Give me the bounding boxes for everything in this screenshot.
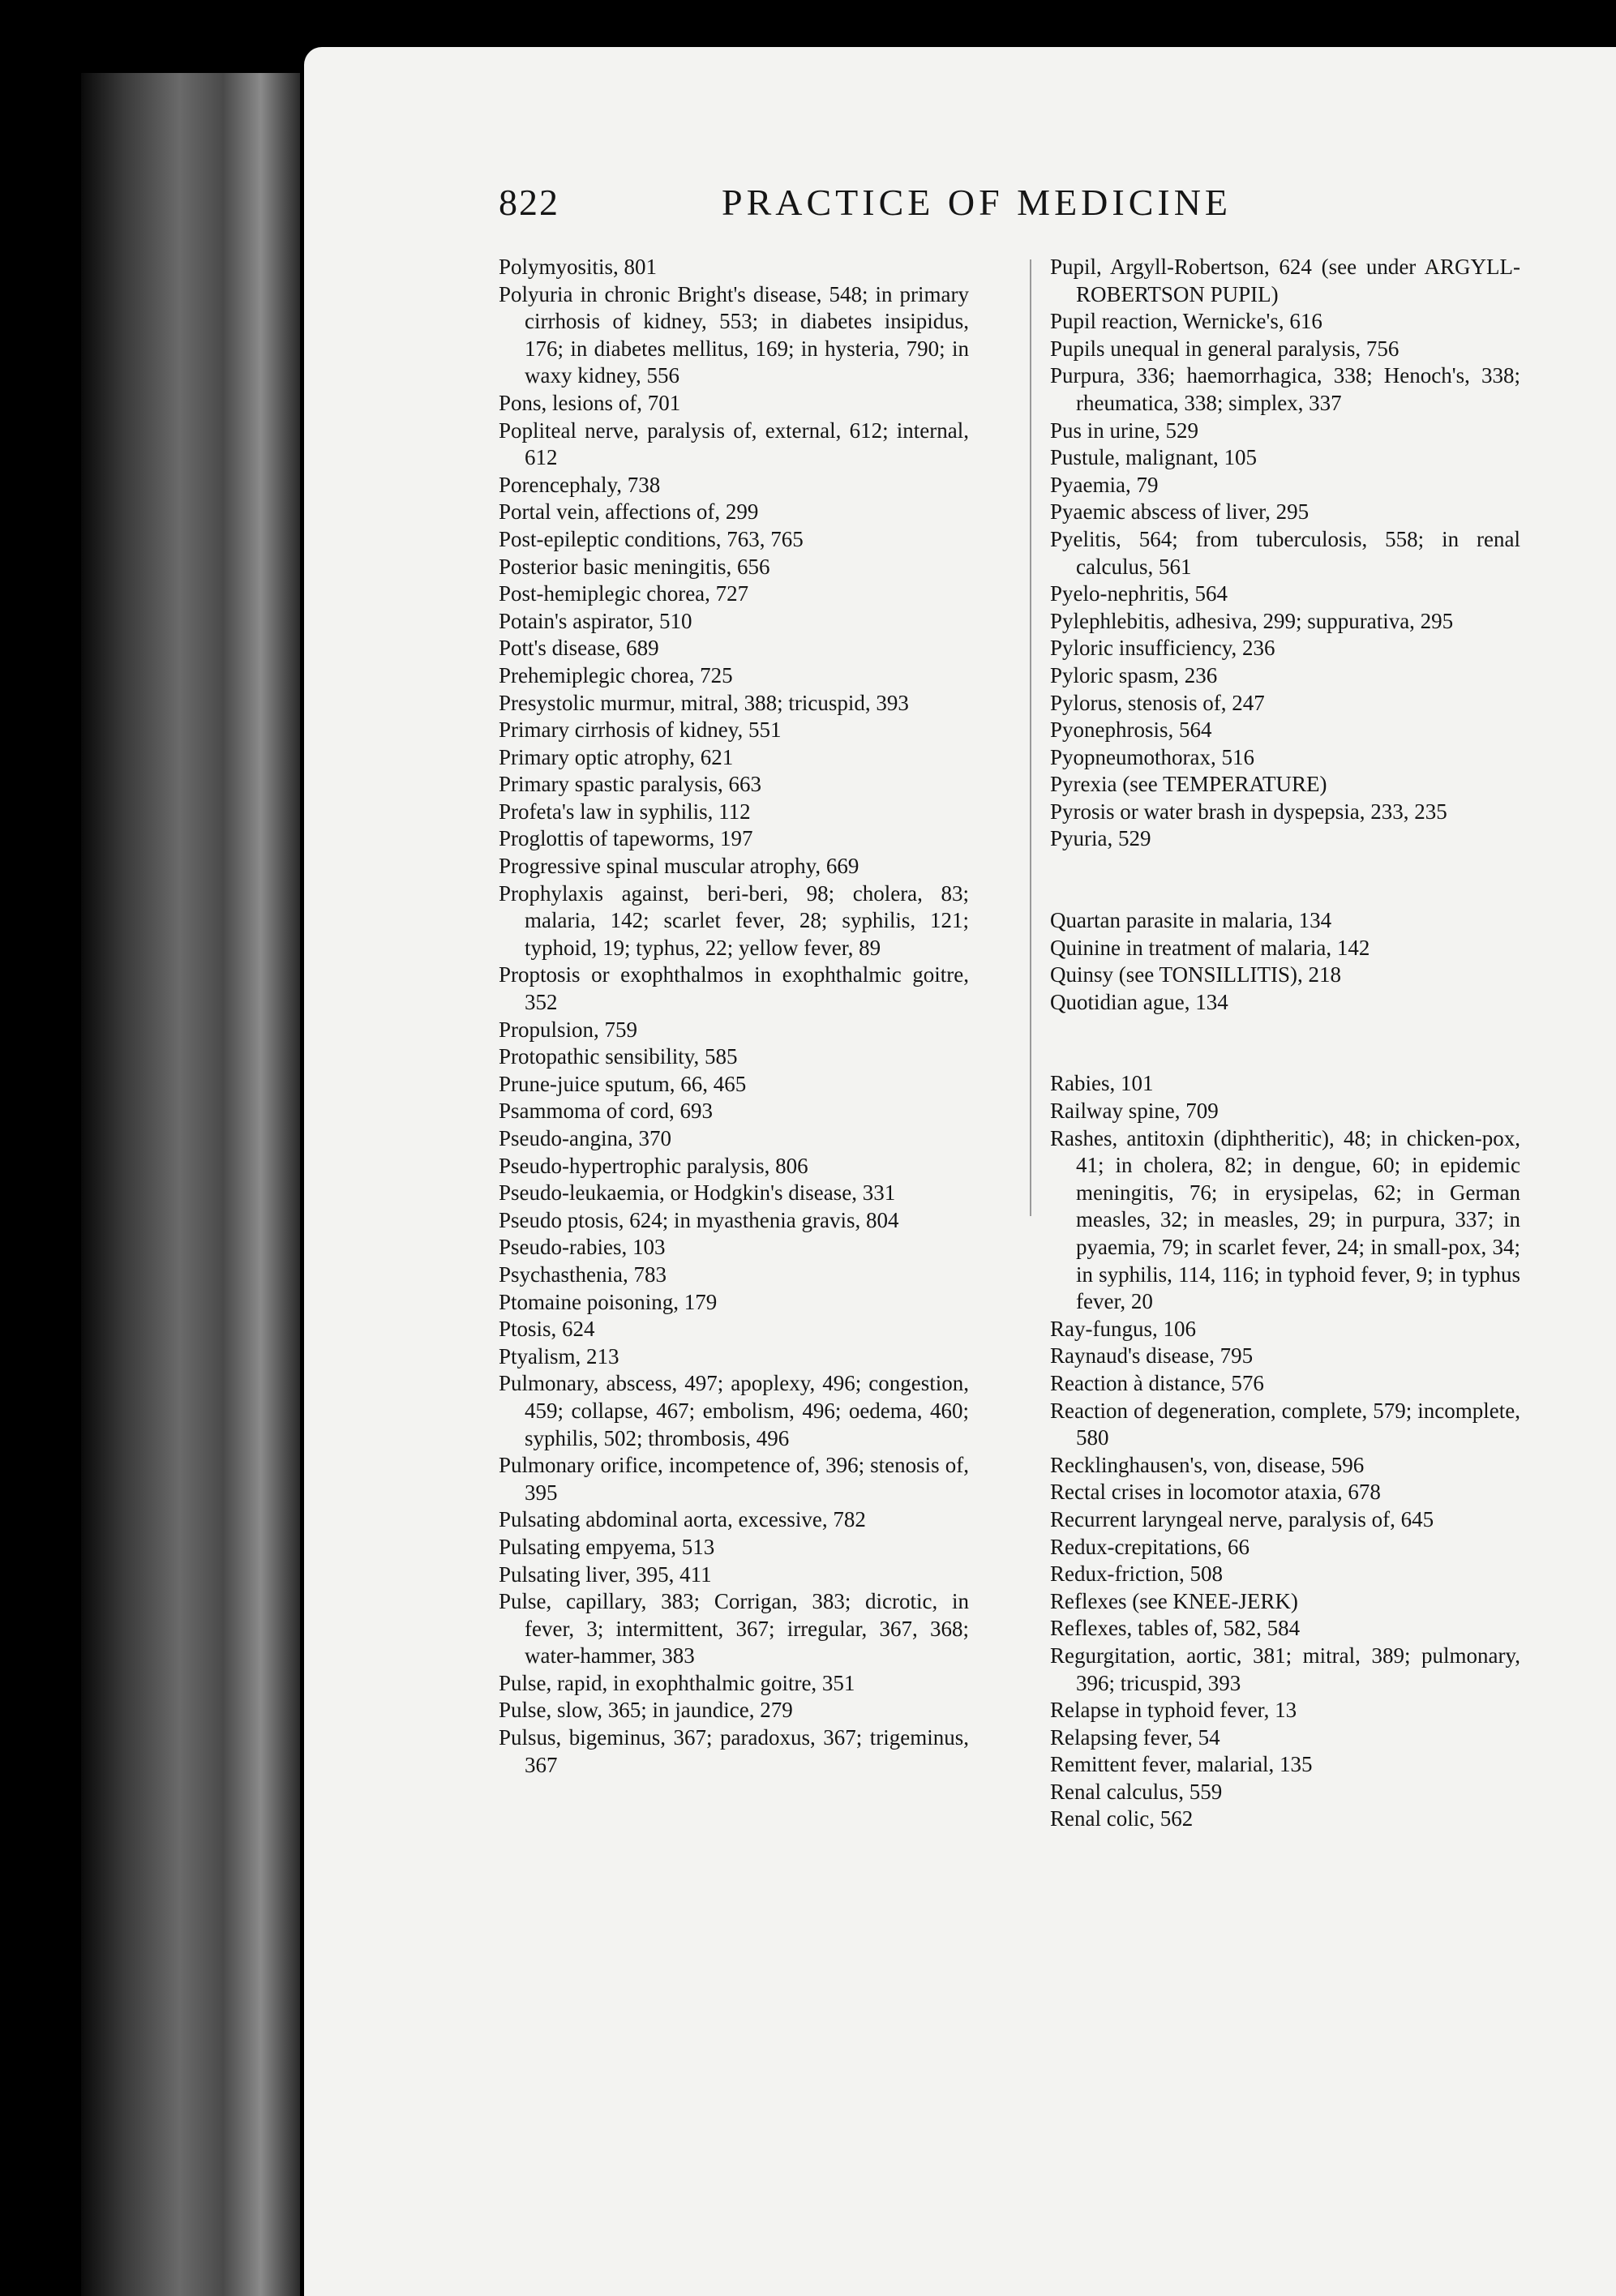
- index-entry: Prune-juice sputum, 66, 465: [499, 1071, 747, 1096]
- index-entry: Pyelo-nephritis, 564: [1050, 581, 1228, 606]
- index-entry: Proptosis or exophthalmos in exophthalmic goitre, 352: [499, 962, 969, 1015]
- index-entry: Rashes, antitoxin (diphtheritic), 48; in chicken-pox, 41; in cholera, 82; in dengue, 60; in epidemic meningitis, 76; in erysipelas, 62; in German measles, 32; in measles, 29; in purpura, 337; in pyaemia, 79; in scarlet fever, 24; in small-pox, 34; in syphilis, 114, 116; in typhoid fever, 9; in typhus fever, 20: [1050, 1125, 1520, 1314]
- index-entry: Primary cirrhosis of kidney, 551: [499, 718, 782, 743]
- index-entry: Pus in urine, 529: [1050, 418, 1199, 443]
- index-entry: Regurgitation, aortic, 381; mitral, 389; pulmonary, 396; tricuspid, 393: [1050, 1643, 1520, 1695]
- index-entry: Reaction of degeneration, complete, 579; incomplete, 580: [1050, 1398, 1520, 1450]
- index-entry: Raynaud's disease, 795: [1050, 1343, 1254, 1369]
- index-column-right: [1050, 254, 1520, 1833]
- index-entry: Reflexes, tables of, 582, 584: [1050, 1616, 1301, 1641]
- index-group-q: [1050, 907, 1520, 1016]
- index-entry: Reflexes (see KNEE-JERK): [1050, 1588, 1298, 1613]
- index-entry: Pulmonary, abscess, 497; apoplexy, 496; congestion, 459; collapse, 467; embolism, 496; oedema, 460; syphilis, 502; thrombosis, 496: [499, 1371, 969, 1450]
- index-entry: Pyuria, 529: [1050, 826, 1151, 851]
- index-entry: Pseudo-angina, 370: [499, 1126, 671, 1150]
- index-entry: Presystolic murmur, mitral, 388; tricuspid, 393: [499, 690, 909, 715]
- index-entry: Pulsating abdominal aorta, excessive, 782: [499, 1507, 866, 1532]
- index-entry: Ray-fungus, 106: [1050, 1316, 1196, 1341]
- index-entry: Rabies, 101: [1050, 1071, 1154, 1096]
- index-entry: Psammoma of cord, 693: [499, 1099, 713, 1124]
- book-spine: [81, 73, 300, 2296]
- index-entry: Pyonephrosis, 564: [1050, 718, 1212, 743]
- index-entry: Ptyalism, 213: [499, 1343, 619, 1369]
- index-entry: Primary optic atrophy, 621: [499, 744, 734, 769]
- index-entry: Pulsus, bigeminus, 367; paradoxus, 367; trigeminus, 367: [499, 1725, 969, 1777]
- index-entry: Recklinghausen's, von, disease, 596: [1050, 1452, 1365, 1477]
- index-entry: Pustule, malignant, 105: [1050, 445, 1257, 470]
- index-entry: Pulsating empyema, 513: [499, 1534, 715, 1559]
- index-entry: Pseudo-leukaemia, or Hodgkin's disease, 331: [499, 1180, 896, 1206]
- index-entry: Porencephaly, 738: [499, 472, 661, 497]
- index-group-p: [1050, 254, 1520, 853]
- index-entry: Pyrosis or water brash in dyspepsia, 233, 235: [1050, 799, 1447, 824]
- index-entry: Quinsy (see TONSILLITIS), 218: [1050, 962, 1341, 987]
- index-entry: Pseudo-rabies, 103: [499, 1235, 666, 1260]
- index-entry: Prehemiplegic chorea, 725: [499, 662, 733, 688]
- index-entry: Pupil reaction, Wernicke's, 616: [1050, 309, 1322, 334]
- index-entry: Pulsating liver, 395, 411: [499, 1561, 712, 1587]
- index-entry: Pseudo-hypertrophic paralysis, 806: [499, 1153, 808, 1178]
- page-title: PRACTICE OF MEDICINE: [722, 182, 1232, 223]
- index-entry: Polyuria in chronic Bright's disease, 548; in primary cirrhosis of kidney, 553; in diabetes insipidus, 176; in diabetes mellitus, 169; in hysteria, 790; in waxy kidney, 556: [499, 281, 969, 388]
- index-entry: Primary spastic paralysis, 663: [499, 772, 761, 797]
- index-entry: Purpura, 336; haemorrhagica, 338; Henoch's, 338; rheumatica, 338; simplex, 337: [1050, 363, 1520, 415]
- index-entry: Rectal crises in locomotor ataxia, 678: [1050, 1480, 1381, 1505]
- index-entry: Protopathic sensibility, 585: [499, 1044, 738, 1069]
- index-entry: Pseudo ptosis, 624; in myasthenia gravis, 804: [499, 1207, 899, 1232]
- index-entry: Pyaemia, 79: [1050, 472, 1159, 497]
- index-entry: Railway spine, 709: [1050, 1099, 1219, 1124]
- index-entry: Quartan parasite in malaria, 134: [1050, 908, 1332, 933]
- index-entry: Relapsing fever, 54: [1050, 1724, 1220, 1750]
- index-entry: Redux-crepitations, 66: [1050, 1534, 1250, 1559]
- index-entry: Pyelitis, 564; from tuberculosis, 558; in renal calculus, 561: [1050, 526, 1520, 579]
- index-entry: Quotidian ague, 134: [1050, 989, 1228, 1014]
- index-entry: Pupil, Argyll-Robertson, 624 (see under ARGYLL-ROBERTSON PUPIL): [1050, 255, 1520, 306]
- index-group-r: [1050, 1070, 1520, 1833]
- index-entry: Profeta's law in syphilis, 112: [499, 799, 751, 824]
- index-entry: Popliteal nerve, paralysis of, external, 612; internal, 612: [499, 418, 969, 470]
- index-entry: Relapse in typhoid fever, 13: [1050, 1698, 1297, 1723]
- index-entry: Pyrexia (see TEMPERATURE): [1050, 772, 1327, 797]
- index-entry: Pulse, rapid, in exophthalmic goitre, 351: [499, 1670, 855, 1695]
- index-column-left: [499, 254, 969, 1779]
- index-entry: Pulmonary orifice, incompetence of, 396; stenosis of, 395: [499, 1453, 969, 1505]
- index-entry: Pyaemic abscess of liver, 295: [1050, 499, 1310, 525]
- index-entry: Reaction à distance, 576: [1050, 1370, 1264, 1395]
- index-entry: Post-epileptic conditions, 763, 765: [499, 526, 804, 551]
- index-entry: Posterior basic meningitis, 656: [499, 554, 770, 579]
- index-entry: Propulsion, 759: [499, 1017, 638, 1042]
- column-divider: [1030, 259, 1031, 1216]
- index-entry: Portal vein, affections of, 299: [499, 499, 759, 525]
- page-number: 822: [499, 182, 559, 223]
- index-entry: Pyloric spasm, 236: [1050, 662, 1218, 688]
- index-entry: Ptosis, 624: [499, 1317, 595, 1342]
- index-entry: Renal calculus, 559: [1050, 1779, 1223, 1804]
- index-entry: Recurrent laryngeal nerve, paralysis of, 645: [1050, 1506, 1434, 1531]
- index-entry: Pupils unequal in general paralysis, 756: [1050, 336, 1400, 361]
- index-entry: Pylephlebitis, adhesiva, 299; suppurativa, 295: [1050, 608, 1454, 633]
- index-entry: Prophylaxis against, beri-beri, 98; cholera, 83; malaria, 142; scarlet fever, 28; syphilis, 121; typhoid, 19; typhus, 22; yellow fever, 89: [499, 880, 969, 960]
- group-gap: [1050, 853, 1520, 907]
- index-entry: Pylorus, stenosis of, 247: [1050, 690, 1265, 715]
- index-entry: Renal colic, 562: [1050, 1806, 1194, 1831]
- index-entry: Ptomaine poisoning, 179: [499, 1289, 718, 1314]
- index-entry: Pyopneumothorax, 516: [1050, 744, 1254, 769]
- index-entry: Pott's disease, 689: [499, 636, 659, 661]
- index-entry: Pons, lesions of, 701: [499, 390, 681, 415]
- index-entry: Pulse, capillary, 383; Corrigan, 383; dicrotic, in fever, 3; intermittent, 367; irregular, 367, 368; water-hammer, 383: [499, 1589, 969, 1668]
- index-entry: Potain's aspirator, 510: [499, 608, 692, 633]
- index-entry: Polymyositis, 801: [499, 255, 658, 279]
- index-entry: Remittent fever, malarial, 135: [1050, 1752, 1313, 1777]
- index-entry: Post-hemiplegic chorea, 727: [499, 581, 749, 606]
- book-page: [304, 47, 1616, 2296]
- index-entry: Redux-friction, 508: [1050, 1561, 1223, 1587]
- index-entry: Pyloric insufficiency, 236: [1050, 636, 1275, 661]
- index-entry: Pulse, slow, 365; in jaundice, 279: [499, 1698, 793, 1723]
- index-entry: Proglottis of tapeworms, 197: [499, 826, 753, 851]
- index-entry: Psychasthenia, 783: [499, 1262, 667, 1287]
- index-entry: Quinine in treatment of malaria, 142: [1050, 935, 1370, 960]
- index-entry: Progressive spinal muscular atrophy, 669: [499, 854, 859, 879]
- page-header: [499, 181, 1269, 229]
- group-gap: [1050, 1016, 1520, 1070]
